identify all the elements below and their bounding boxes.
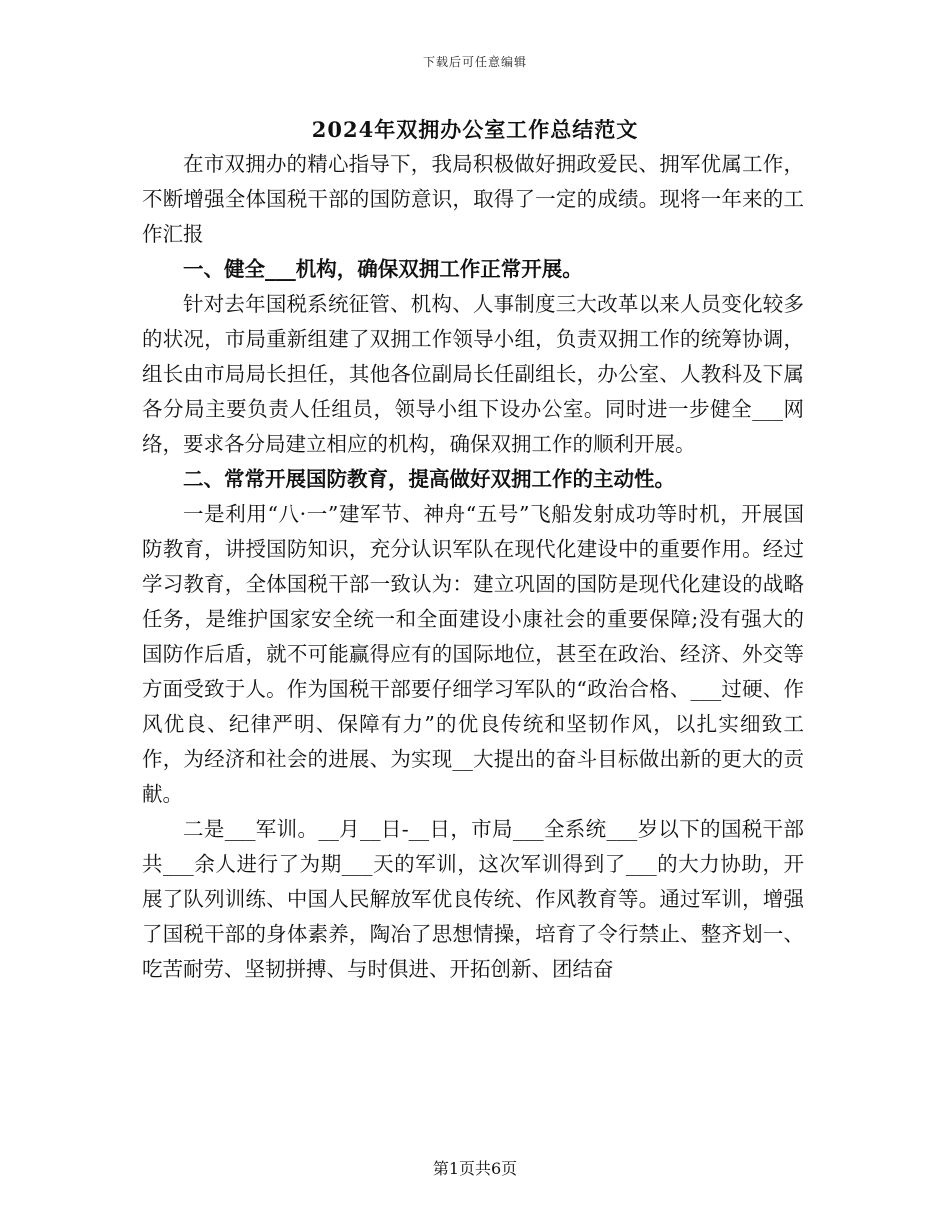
body-paragraph: 二是___军训。__月__日-__日，市局___全系统___岁以下的国税干部共___余人进行了为期___天的军训，这次军训得到了___的大力协助，开展了队列训练、中国人民解放军优良传统、作风教育等。通过军训，增强了国税干部的身体素养，陶冶了思想情操，培育了令行禁止、整齐划一、吃苦耐劳、坚韧拼搏、与时俱进、开拓创新、团结奋	[142, 817, 804, 981]
document-title: 2024年双拥办公室工作总结范文	[311, 117, 639, 142]
intro-paragraph: 在市双拥办的精心指导下，我局积极做好拥政爱民、拥军优属工作，不断增强全体国税干部的国防意识，取得了一定的成绩。现将一年来的工作汇报	[142, 152, 804, 246]
body-paragraph: 一是利用“八·一”建军节、神舟“五号”飞船发射成功等时机，开展国防教育，讲授国防知识，充分认识军队在现代化建设中的重要作用。经过学习教育，全体国税干部一致认为：建立巩固的国防是现代化建设的战略任务，是维护国家安全统一和全面建设小康社会的重要保障;没有强大的国防作后盾，就不可能赢得应有的国际地位，甚至在政治、经济、外交等方面受致于人。作为国税干部要仔细学习军队的“政治合格、___过硬、作风优良、纪律严明、保障有力”的优良传统和坚韧作风，以扎实细致工作，为经济和社会的进展、为实现__大提出的奋斗目标做出新的更大的贡献。	[142, 502, 804, 806]
header-note: 下载后可任意编辑	[422, 55, 527, 69]
section-heading-2: 二、常常开展国防教育，提高做好双拥工作的主动性。	[183, 467, 675, 491]
page-number: 第1页共6页	[432, 1159, 518, 1178]
body-paragraph: 针对去年国税系统征管、机构、人事制度三大改革以来人员变化较多的状况，市局重新组建了双拥工作领导小组，负责双拥工作的统筹协调，组长由市局局长担任，其他各位副局长任副组长，办公室、人教科及下属各分局主要负责人任组员，领导小组下设办公室。同时进一步健全___网络，要求各分局建立相应的机构，确保双拥工作的顺利开展。	[142, 292, 804, 456]
section-heading-1: 一、健全___机构，确保双拥工作正常开展。	[183, 257, 583, 281]
document-body	[142, 147, 804, 987]
